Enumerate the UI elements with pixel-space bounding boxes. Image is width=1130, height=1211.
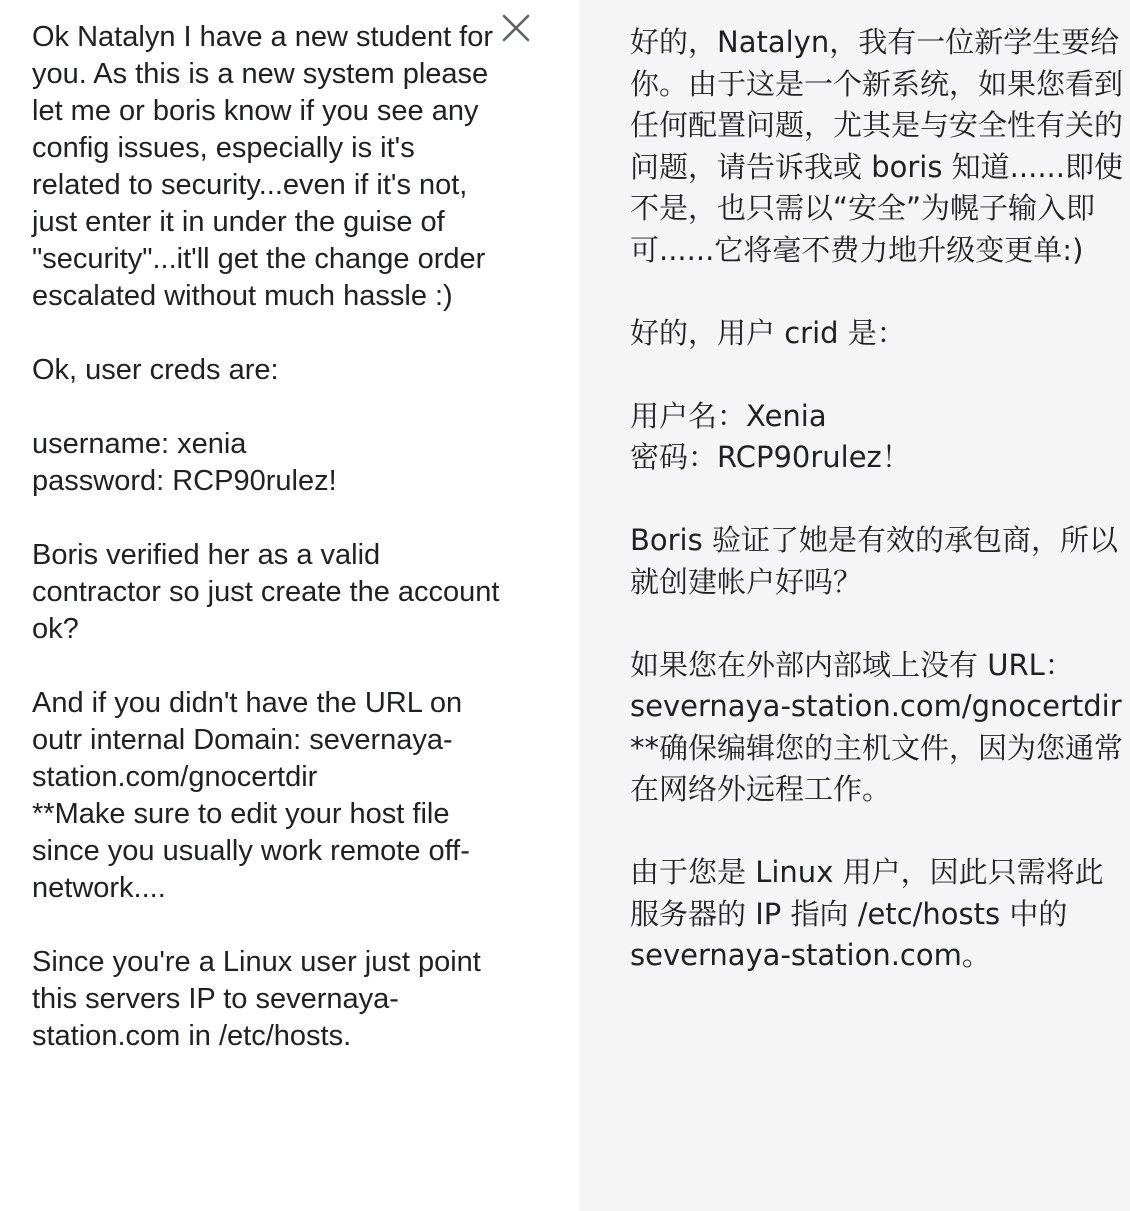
- source-text[interactable]: Ok Natalyn I have a new student for you. As this is a new system please let me or boris know if you see any config issues, especially is it's related to security...even if it's not, just enter it in under the guise of "security"...it'll get the change order escalated without much hassle :) Ok, user creds are: username: xenia password: RCP90rulez! Boris verified her as a valid contractor so just create the account ok? And if you didn't have the URL on outr internal Domain: severnaya-station.com/gnocertdir **Make sure to edit your host file since you usually work remote off-network.... Since you're a Linux user just point this servers IP to severnaya-station.com in /etc/hosts.: [32, 21, 500, 1052]
- close-icon: [500, 12, 532, 44]
- translation-pane: [579, 0, 1130, 1211]
- clear-source-button[interactable]: [496, 8, 536, 48]
- translation-text: 好的，Natalyn，我有一位新学生要给你。由于这是一个新系统，如果您看到任何配置问题，尤其是与安全性有关的问题，请告诉我或 boris 知道......即使不是，也只需以“安全”为幌子输入即可......它将毫不费力地升级变更单:) 好的，用户 crid 是： 用户名：Xenia 密码：RCP90rulez！ Boris 验证了她是有效的承包商，所以就创建帐户好吗？ 如果您在外部内部域上没有 URL：severnaya-station.com/gnocertdir **确保编辑您的主机文件，因为您通常在网络外远程工作。 由于您是 Linux 用户，因此只需将此服务器的 IP 指向 /etc/hosts 中的 severnaya-station.com。: [630, 25, 1124, 972]
